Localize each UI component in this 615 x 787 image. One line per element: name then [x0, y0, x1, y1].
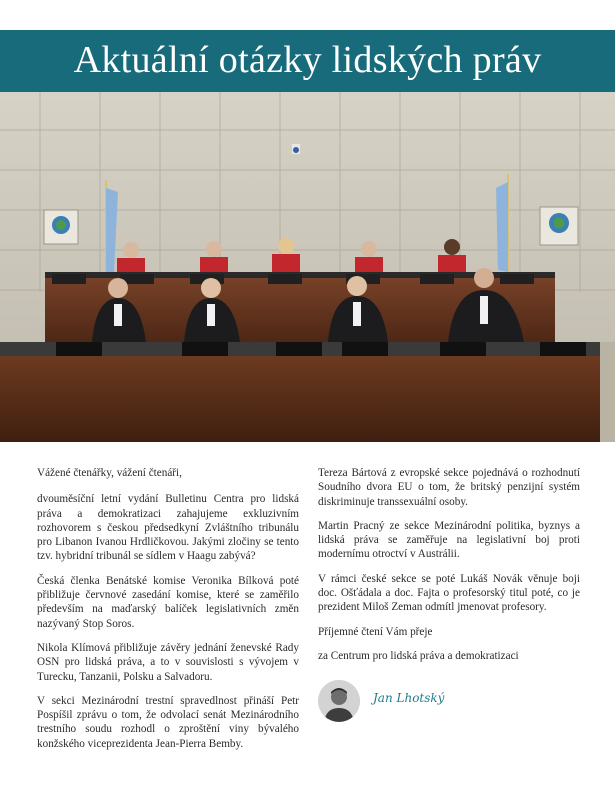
avatar — [318, 680, 360, 722]
emblem-right-icon — [540, 207, 578, 245]
paragraph-interview: dvouměsíční letní vydání Bulletinu Centra pro lidská práva a demokratizaci zahajujeme exkluzivním rozhovorem s českou předsedkyní Zvláštního tribunálu pro Libanon Ivanou Hrdličkovou. Jakými zločiny se tento tzv. hybridní tribunál se sídlem v Haagu zabývá? — [37, 493, 299, 563]
author-signature — [318, 680, 580, 724]
emblem-left-icon — [44, 210, 78, 244]
intro-column-right — [318, 466, 580, 673]
courtroom-photo — [0, 92, 615, 442]
author-portrait-icon — [318, 680, 360, 722]
paragraph-eu-section: Tereza Bártová z evropské sekce pojednává o rozhodnutí Soudního dvora EU o tom, že britský penzijní systém diskriminuje transsexuální osoby. — [318, 467, 580, 508]
signature-name: Jan Lhotský — [373, 691, 445, 705]
top-margin — [0, 0, 615, 30]
greeting: Vážené čtenářky, vážení čtenáři, — [37, 467, 182, 479]
closing-organization: za Centrum pro lidská práva a demokratizaci — [318, 649, 519, 662]
page-title: Aktuální otázky lidských práv — [73, 39, 542, 81]
ceiling-camera-icon — [292, 144, 300, 154]
paragraph-criminal-justice: V sekci Mezinárodní trestní spravedlnost přináší Petr Pospíšil zprávu o tom, že odvolací senát Mezinárodního trestního soudu rozhodl o zproštění viny bývalého konžského viceprezidenta Jean-Pierra Bemby. — [37, 694, 299, 750]
paragraph-business-section: Martin Pracný ze sekce Mezinárodní politika, byznys a lidská práva se zaměřuje na legislativní boj proti modernímu otroctví v Austrálii. — [318, 519, 580, 561]
title-banner — [0, 30, 615, 92]
paragraph-un-council: Nikola Klímová přibližuje závěry jednání ženevské Rady OSN pro lidská práva, a to v souvislosti s vývojem v Turecku, Tanzanii, Polsku a Salvadoru. — [37, 641, 299, 683]
paragraph-czech-section: V rámci české sekce se poté Lukáš Novák věnuje boji doc. Ošťádala a doc. Fajta o profesorský titul poté, co je prezident Miloš Zeman odmítl jmenovat profesory. — [318, 572, 580, 614]
closing-wish: Příjemné čtení Vám přeje — [318, 625, 433, 638]
paragraph-venice-commission: Česká členka Benátské komise Veronika Bílková poté přibližuje červnové zasedání komise, které se zaměřilo především na maďarský balíček legislativních změn nazývaný Stop Soros. — [37, 574, 299, 630]
intro-column-left — [37, 466, 299, 761]
lower-bench — [0, 356, 600, 442]
